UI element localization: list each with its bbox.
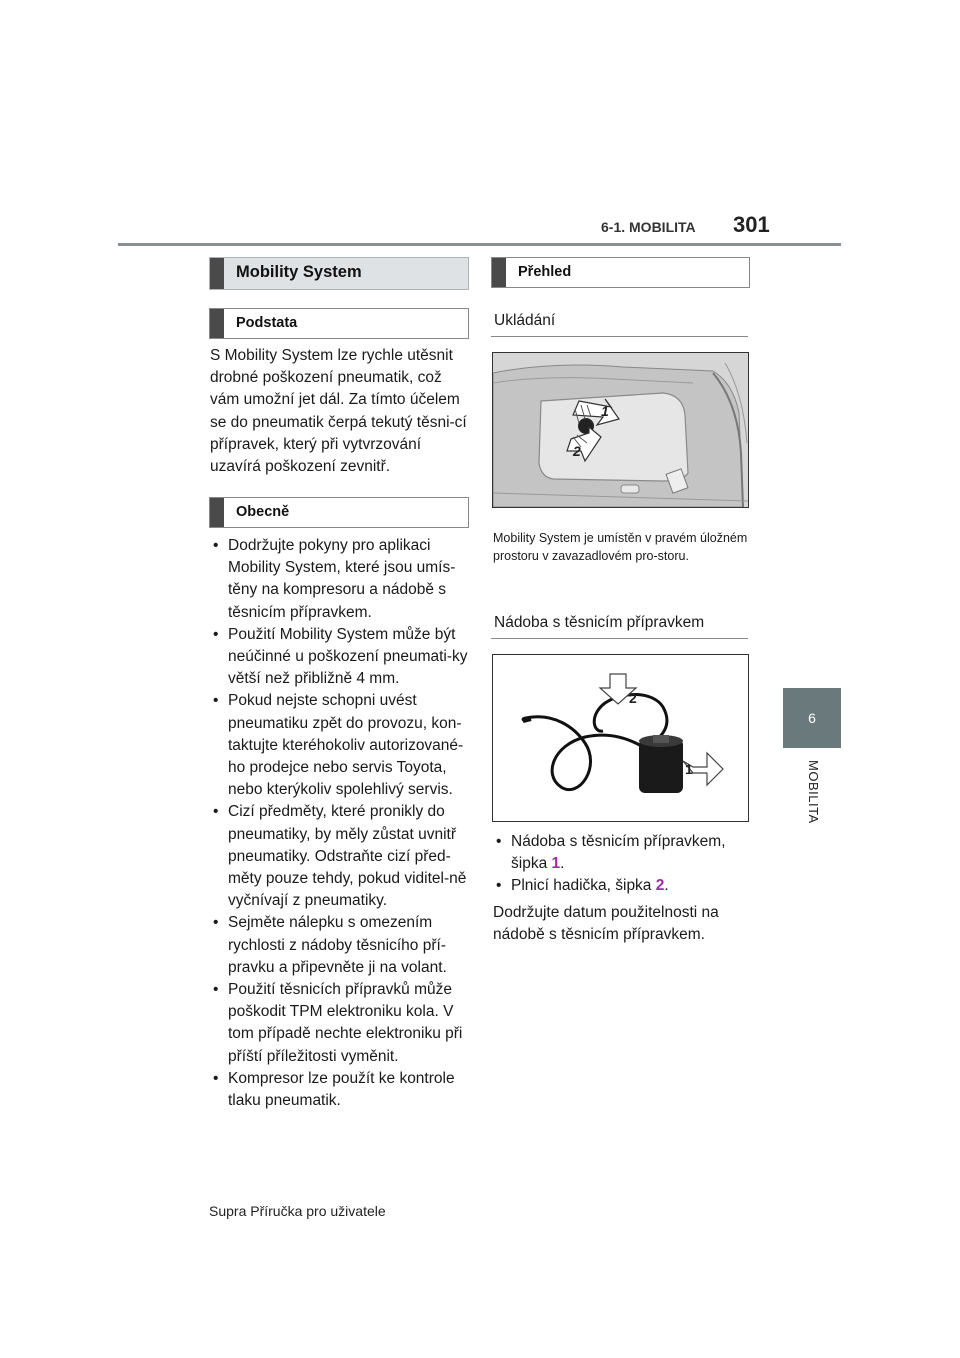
subheading-rule [491,638,748,639]
list-item: • Použití těsnicích přípravků může poškodit TPM elektroniku kola. V tom případě nechte elektroniku při příští příležitosti vyměnit. [210,979,468,1068]
chapter-label: MOBILITA [806,760,821,824]
prehled-heading [491,257,750,288]
section-title: 6-1. MOBILITA [601,219,696,235]
nadoba-list [493,831,748,898]
figure-label: 1 [601,403,609,419]
list-item: • Dodržujte pokyny pro aplikaci Mobility System, které jsou umís-těny na kompresoru a nádobě s těsnicím přípravkem. [210,535,468,624]
trunk-storage-illustration [493,353,748,507]
podstata-heading [209,308,469,339]
list-item: • Cizí předměty, které pronikly do pneumatiky, by měly zůstat uvnitř pneumatiky. Odstraňte cizí před-měty pouze tehdy, pokud viditel-ně vyčnívají z pneumatiky. [210,801,468,912]
list-item: • Použití Mobility System může být neúčinné u poškození pneumati-ky větší než přibližně 4 mm. [210,624,468,691]
nadoba-paragraph: Dodržujte datum použitelnosti na nádobě s těsnicím přípravkem. [493,904,719,944]
callout-number: 1 [551,855,561,873]
sealant-container-illustration [493,655,748,821]
footer-text: Supra Příručka pro uživatele [209,1203,386,1219]
podstata-label: Podstata [236,315,298,331]
list-item: • Sejměte nálepku s omezením rychlosti z nádoby těsnicího pří-pravku a připevněte ji na volant. [210,912,468,979]
obecne-heading [209,497,469,528]
list-item: • Plnicí hadička, šipka 2. [493,875,748,897]
subheading-rule [491,336,748,337]
figure-label: 2 [629,690,637,706]
chapter-number: 6 [808,710,816,726]
heading-marker [210,498,224,527]
heading-marker [492,258,506,287]
list-item: • Pokud nejste schopni uvést pneumatiku zpět do provozu, kon-taktujte kteréhokoliv autorizované-ho prodejce nebo servis Toyota, nebo kterýkoliv spolehlivý servis. [210,690,468,801]
obecne-list [210,535,468,1112]
main-heading-label: Mobility System [236,263,362,281]
prehled-label: Přehled [518,264,572,280]
callout-number: 2 [655,877,665,895]
heading-marker [210,258,224,289]
trunk-storage-figure [492,352,749,508]
figure-label: 1 [685,761,693,777]
ukladani-caption: Mobility System je umístěn v pravém úložném prostoru v zavazadlovém pro-storu. [493,531,748,563]
podstata-paragraph: S Mobility System lze rychle utěsnit drobné poškození pneumatik, což vám umožní jet dál. Za tímto účelem se do pneumatik čerpá tekutý těsni-cí přípravek, který při vytvrzování uzavírá poškození zevnitř. [210,347,467,476]
nadoba-subheading: Nádoba s těsnicím přípravkem [494,614,705,631]
chapter-tab[interactable] [783,688,841,748]
mobility-system-heading [209,257,469,290]
figure-label: 2 [573,443,581,459]
sealant-container-figure [492,654,749,822]
page-number: 301 [733,212,770,237]
heading-marker [210,309,224,338]
header-divider [118,243,841,246]
ukladani-subheading: Ukládání [494,312,556,329]
list-item: • Nádoba s těsnicím přípravkem, šipka 1. [493,831,748,875]
chapter-side-label [801,760,825,840]
obecne-label: Obecně [236,504,290,520]
list-item: • Kompresor lze použít ke kontrole tlaku pneumatik. [210,1068,468,1112]
